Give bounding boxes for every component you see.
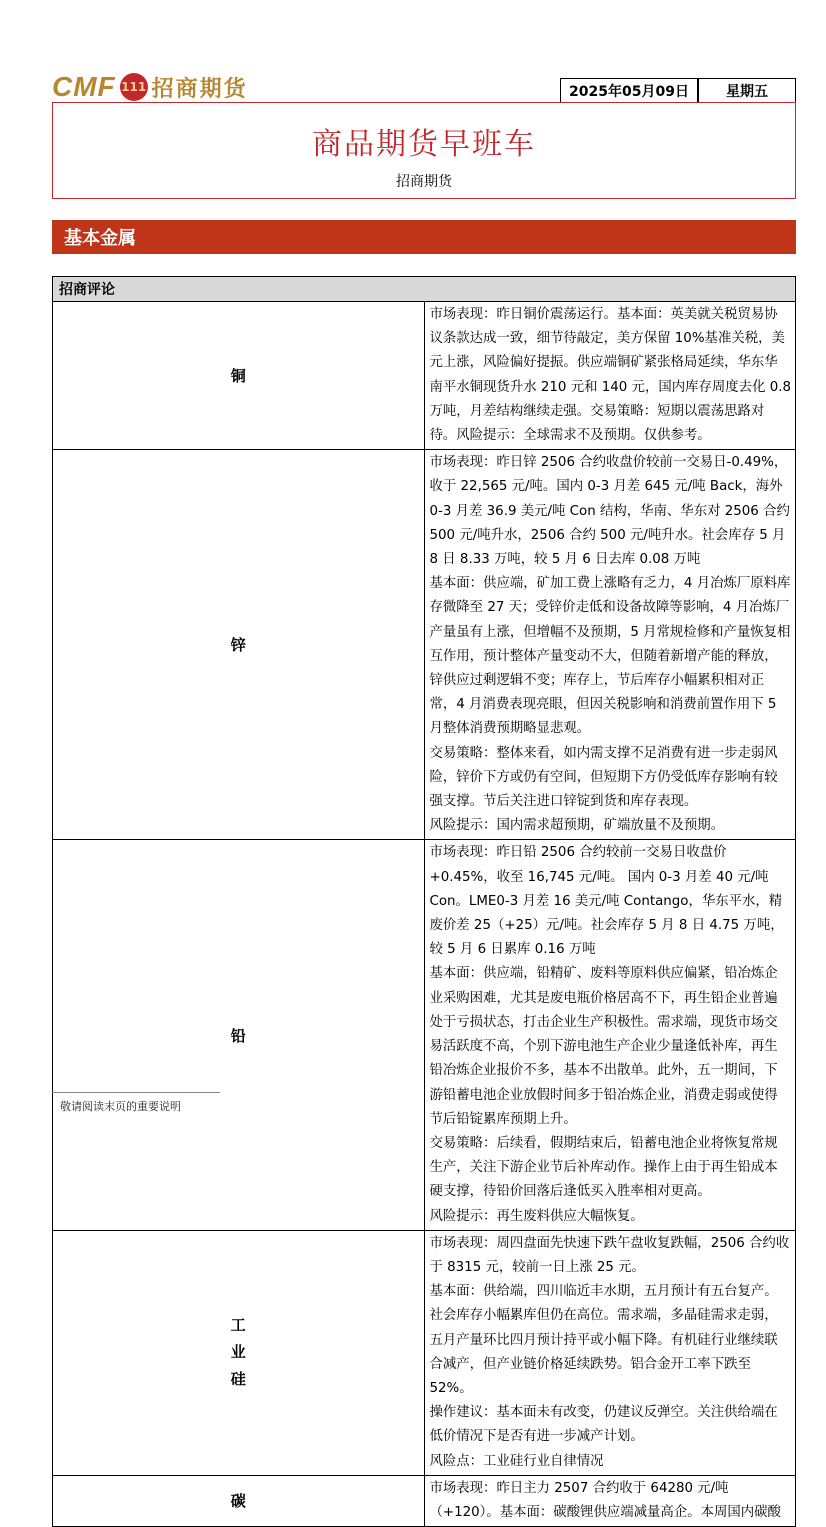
paragraph: 风险点：工业硅行业自律情况 [429, 1453, 604, 1469]
logo-chinese-text: 招商期货 [151, 76, 248, 102]
paragraph: 基本面：供应端，矿加工费上涨略有乏力，4 月冶炼厂原料库存微降至 27 天；受锌价走低和设备故障等影响，4 月冶炼厂产量虽有上涨，但增幅不及预期，5 月常规检修和产量恢复相互作用，预计整体产量变动不大，但随着新增产能的释放，锌供应过剩逻辑不变；库存上，节后库存小幅累积相对正常，4 月消费表现亮眼，但因关税影响和消费前置作用下 5 月整体消费预期略显悲观。 [429, 576, 791, 737]
company-logo [52, 70, 248, 104]
footer-disclaimer-note: 敬请阅读末页的重要说明 [60, 1100, 181, 1113]
table-row-industrial-silicon [53, 1230, 796, 1475]
page-subtitle: 招商期货 [396, 174, 452, 190]
row-body-industrial-silicon [424, 1230, 796, 1475]
section-title-bar [52, 220, 796, 254]
paragraph: 交易策略：后续看，假期结束后，铅蓄电池企业将恢复常规生产，关注下游企业节后补库动作。操作上由于再生铅成本硬支撑，待铅价回落后逢低买入胜率相对更高。 [429, 1135, 778, 1200]
row-label-lead: 铅 [53, 840, 425, 1230]
paragraph: 市场表现：昨日主力 2507 合约收于 64280 元/吨（+120）。基本面：碳酸锂供应端减量高企。本周国内碳酸 [429, 1480, 781, 1520]
paragraph: 基本面：供给端，四川临近丰水期，五月预计有五台复产。社会库存小幅累库但仍在高位。需求端，多晶硅需求走弱，五月产量环比四月预计持平或小幅下降。有机硅行业继续联合减产，但产业链价格延续跌势。铝合金开工率下跌至 52%。 [429, 1284, 778, 1396]
footer-divider [52, 1092, 220, 1093]
row-label-text: 工业硅 [230, 1316, 246, 1389]
table-row-lithium-carbonate [53, 1475, 796, 1526]
row-body-lithium-carbonate [424, 1475, 796, 1526]
paragraph: 基本面：供应端，铅精矿、废料等原料供应偏紧，铅冶炼企业采购困难，尤其是废电瓶价格居高不下，再生铅企业普遍处于亏损状态，打击企业生产积极性。需求端，现货市场交易活跃度不高，个别下游电池生产企业少量逢低补库，再生铅冶炼企业报价不多，基本不出散单。此外，五一期间，下游铅蓄电池企业放假时间多于铅冶炼企业，消费走弱或使得节后铅锭累库预期上升。 [429, 966, 778, 1127]
row-body-zinc [424, 450, 796, 840]
paragraph: 市场表现：周四盘面先快速下跌午盘收复跌幅，2506 合约收于 8315 元，较前一日上涨 25 元。 [429, 1235, 790, 1275]
paragraph: 风险提示：国内需求超预期，矿端放量不及预期。 [429, 818, 725, 834]
logo-cmf-text: CMF [52, 71, 116, 102]
row-label-zinc: 锌 [53, 450, 425, 840]
row-body-lead [424, 840, 796, 1230]
paragraph: 市场表现：昨日铜价震荡运行。基本面：英美就关税贸易协议条款达成一致，细节待敲定，美方保留 10%基准关税，美元上涨，风险偏好提振。供应端铜矿紧张格局延续，华东华南平水铜现货升水 210 元和 140 元，国内库存周度去化 0.8 万吨，月差结构继续走强。交易策略：短期以震荡思路对待。风险提示：全球需求不及预期。仅供参考。 [429, 307, 792, 444]
paragraph: 操作建议：基本面未有改变，仍建议反弹空。关注供给端在低价情况下是否有进一步减产计划。 [429, 1405, 778, 1445]
table-header: 招商评论 [53, 277, 796, 302]
page-title: 商品期货早班车 [312, 127, 536, 162]
paragraph: 市场表现：昨日锌 2506 合约收盘价较前一交易日-0.49%，收于 22,565 元/吨。国内 0-3 月差 645 元/吨 Back，海外 0-3 月差 36.9 美元/吨 Con 结构，华南、华东对 2506 合约 500 元/吨升水，2506 合约 500 元/吨升水。社会库存 5 月 8 日 8.33 万吨，较 5 月 6 日去库 0.08 万吨 [429, 455, 790, 568]
paragraph: 风险提示：再生废料供应大幅恢复。 [429, 1208, 644, 1224]
paragraph: 市场表现：昨日铅 2506 合约较前一交易日收盘价+0.45%，收至 16,745 元/吨。 国内 0-3 月差 40 元/吨 Con。LME0-3 月差 16 美元/吨 Contango，华东平水，精废价差 25（+25）元/吨。社会库存 5 月 8 日 4.75 万吨，较 5 月 6 日累库 0.16 万吨 [429, 845, 784, 958]
table-row-copper [53, 302, 796, 450]
report-weekday: 星期五 [698, 78, 796, 103]
row-label-copper: 铜 [53, 302, 425, 450]
table-row-zinc [53, 450, 796, 840]
row-label-industrial-silicon [53, 1230, 425, 1475]
paragraph: 交易策略：整体来看，如内需支撑不足消费有进一步走弱风险，锌价下方或仍有空间，但短期下方仍受低库存影响有较强支撑。节后关注进口锌锭到货和库存表现。 [429, 745, 778, 810]
title-box [52, 102, 796, 199]
row-body-copper [424, 302, 796, 450]
table-row-lead [53, 840, 796, 1230]
section-title: 基本金属 [64, 228, 136, 249]
logo-emblem-icon: 111 [120, 73, 148, 101]
commentary-table [52, 276, 796, 1527]
row-label-lithium-carbonate: 碳 [53, 1475, 425, 1526]
report-date: 2025年05月09日 [560, 78, 698, 103]
